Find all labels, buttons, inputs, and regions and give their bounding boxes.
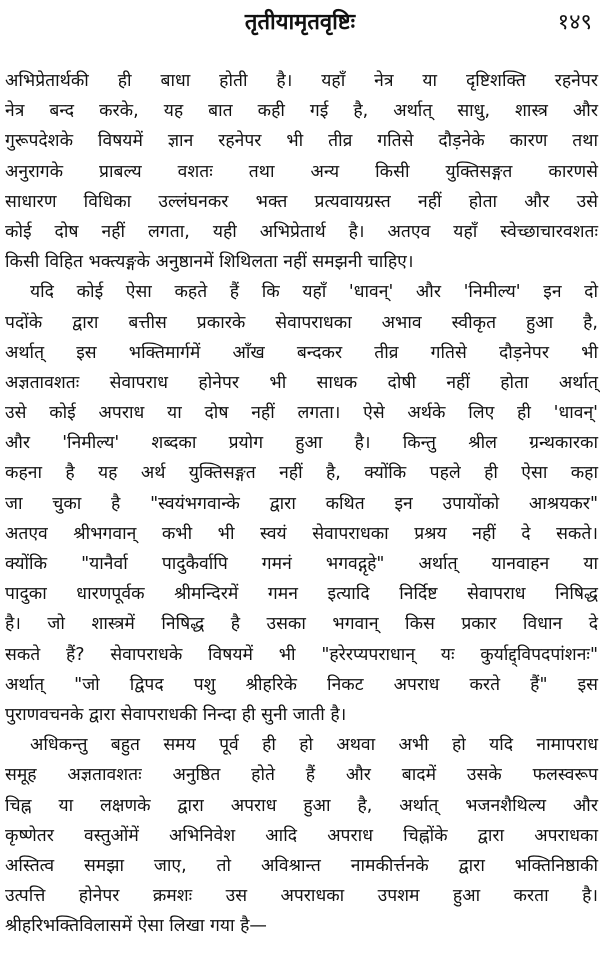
text-line: है। जो शास्त्रमें निषिद्ध है उसका भगवान् किस प्रकार विधान दे [5, 614, 598, 635]
text-line: गुरूपदेशके विषयमें ज्ञान रहनेपर भी तीव्र गतिसे दौड़नेके कारण तथा [5, 131, 598, 152]
text-line: श्रीहरिभक्तिविलासमें ऐसा लिखा गया है— [5, 916, 267, 937]
text-line: अनुरागके प्राबल्य वशतः तथा अन्य किसी युक्तिसङ्गत कारणसे [5, 161, 598, 182]
body-text [0, 66, 600, 941]
text-line: जा चुका है "स्वयंभगवान्के द्वारा कथित इन उपायोंको आश्रयकर" [5, 493, 598, 514]
text-line: साधारण विधिका उल्लंघनकर भक्त प्रत्यवायग्रस्त नहीं होता और उसे [5, 191, 598, 212]
page-header [0, 2, 600, 42]
text-line: पदोंके द्वारा बत्तीस प्रकारके सेवापराधका अभाव स्वीकृत हुआ है, [5, 312, 598, 333]
text-line: अस्तित्व समझा जाए, तो अविश्रान्त नामकीर्त्तनके द्वारा भक्तिनिष्ठाकी [5, 855, 598, 876]
text-line: क्योंकि "यानैर्वा पादुकैर्वापि गमनं भगवद्गृहे" अर्थात् यानवाहन या [5, 554, 598, 574]
text-line: और 'निमील्य' शब्दका प्रयोग हुआ है। किन्तु श्रील ग्रन्थकारका [5, 433, 598, 454]
page-number: १४९ [557, 10, 592, 35]
text-line: नेत्र बन्द करके, यह बात कही गई है, अर्थात् साधु, शास्त्र और [5, 101, 598, 122]
text-line: यदि कोई ऐसा कहते हैं कि यहाँ 'धावन्' और 'निमील्य' इन दो [30, 282, 598, 303]
text-line: सकते हैं? सेवापराधके विषयमें भी "हरेरप्यपराधान् यः कुर्याद्द्विपदपांशनः" [5, 644, 598, 665]
text-line: कृष्णेतर वस्तुओंमें अभिनिवेश आदि अपराध चिह्नोंके द्वारा अपराधका [5, 825, 598, 846]
text-line: अर्थात् "जो द्विपद पशु श्रीहरिके निकट अपराध करते हैं" इस [5, 674, 598, 695]
text-line: समूह अज्ञतावशतः अनुष्ठित होते हैं और बादमें उसके फलस्वरूप [5, 765, 598, 786]
text-line: अधिकन्तु बहुत समय पूर्व ही हो अथवा अभी हो यदि नामापराध [30, 735, 598, 756]
text-line: अभिप्रेतार्थकी ही बाधा होती है। यहाँ नेत्र या दृष्टिशक्ति रहनेपर [5, 71, 598, 91]
text-line: अज्ञतावशतः सेवापराध होनेपर भी साधक दोषी नहीं होता अर्थात् [5, 372, 598, 393]
text-line: उत्पत्ति होनेपर क्रमशः उस अपराधका उपशम हुआ करता है। [5, 886, 598, 907]
running-title: तृतीयामृतवृष्टिः [244, 10, 356, 35]
text-line: पादुका धारणपूर्वक श्रीमन्दिरमें गमन इत्यादि निर्दिष्ट सेवापराध निषिद्ध [5, 584, 598, 605]
text-line: कोई दोष नहीं लगता, यही अभिप्रेतार्थ है। अतएव यहाँ स्वेच्छाचारवशतः [5, 221, 598, 242]
text-line: कहना है यह अर्थ युक्तिसङ्गत नहीं है, क्योंकि पहले ही ऐसा कहा [5, 463, 598, 484]
text-line: अर्थात् इस भक्तिमार्गमें आँख बन्दकर तीव्र गतिसे दौड़नेपर भी [5, 342, 598, 363]
text-line: उसे कोई अपराध या दोष नहीं लगता। ऐसे अर्थके लिए ही 'धावन्' [5, 403, 598, 424]
text-line: किसी विहित भक्त्यङ्गके अनुष्ठानमें शिथिलता नहीं समझनी चाहिए। [5, 252, 414, 273]
text-line: चिह्न या लक्षणके द्वारा अपराध हुआ है, अर्थात् भजनशैथिल्य और [5, 795, 598, 816]
text-line: अतएव श्रीभगवान् कभी भी स्वयं सेवापराधका प्रश्रय नहीं दे सकते। [5, 523, 598, 544]
text-line: पुराणवचनके द्वारा सेवापराधकी निन्दा ही सुनी जाती है। [5, 704, 347, 725]
